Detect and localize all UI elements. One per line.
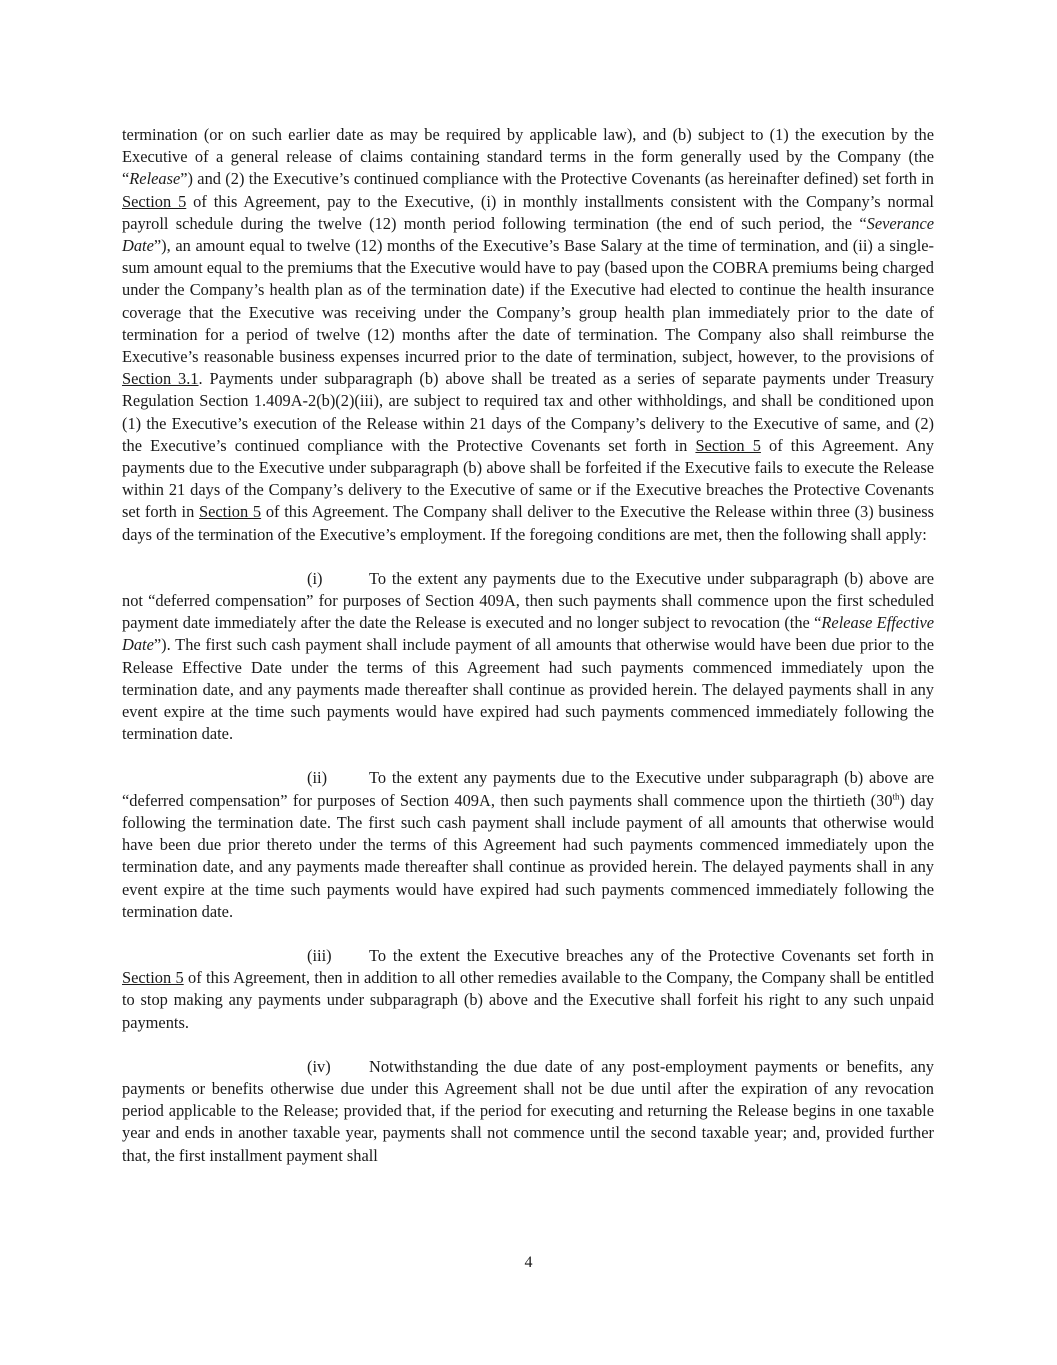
- section-reference: Section 5: [122, 191, 187, 211]
- intro-text-6: of this Agreement. Any payments due to the Executive under subparagraph (b) above shall be forfeited if the Executive fails to execute the Release within 21 days of the Company’s delivery to the Executive of same or if the Executive breaches the Protective Covenants set forth in: [122, 435, 934, 522]
- document-body: [122, 124, 934, 1167]
- intro-text-2: ”) and (2) the Executive’s continued compliance with the Protective Covenants (as hereinafter defined) set forth in: [180, 169, 934, 189]
- subparagraph-i: [122, 568, 934, 746]
- section-reference: Section 5: [122, 968, 184, 988]
- subparagraph-text: To the extent any payments due to the Executive under subparagraph (b) above are “deferred compensation” for purposes of Section 409A, then such payments shall commence upon the thirtieth (30: [122, 768, 934, 810]
- subparagraph-text: To the extent any payments due to the Executive under subparagraph (b) above are not “deferred compensation” for purposes of Section 409A, then such payments shall commence upon the first scheduled payment date immediately after the date the Release is executed and no longer subject to revocation (the “: [122, 568, 934, 633]
- subparagraph-ii: [122, 767, 934, 922]
- subparagraph-number: (iv): [307, 1056, 331, 1076]
- intro-text-3: of this Agreement, pay to the Executive, (i) in monthly installments consistent with the Company’s normal payroll schedule during the twelve (12) month period following termination (the end of such period, the “: [122, 191, 934, 233]
- page-number: 4: [524, 1254, 533, 1271]
- ordinal-superscript: th: [892, 791, 900, 802]
- subparagraph-number: (ii): [307, 768, 328, 788]
- subparagraph-text: Notwithstanding the due date of any post-employment payments or benefits, any payments or benefits otherwise due under this Agreement shall not be due until after the expiration of any revocation period applicable to the Release; provided that, if the period for executing and returning the Release begins in one taxable year and ends in another taxable year, payments shall not commence until the second taxable year; and, provided further that, the first installment payment shall: [122, 1056, 934, 1165]
- subparagraph-text: of this Agreement, then in addition to all other remedies available to the Company, the Company shall be entitled to stop making any payments under subparagraph (b) above and the Executive shall forfeit his right to any such unpaid payments.: [122, 968, 934, 1032]
- subparagraph-number: (iii): [307, 945, 332, 965]
- intro-text-1: termination (or on such earlier date as may be required by applicable law), and (b) subject to (1) the execution by the Executive of a general release of claims containing standard terms in the form generally used by the Company (the “: [122, 125, 934, 189]
- section-reference: Section 5: [199, 502, 262, 522]
- section-reference: Section 3.1: [122, 369, 199, 389]
- subparagraph-text: ) day following the termination date. The first such cash payment shall include payment of all amounts that otherwise would have been due prior thereto under the terms of this Agreement had such payments commenced immediately upon the termination date, and any payments made thereafter shall continue as provided herein. The delayed payments shall in any event expire at the time such payments would have expired had such payments commenced immediately following the termination date.: [122, 790, 934, 921]
- intro-text-7: of this Agreement. The Company shall deliver to the Executive the Release within three (3) business days of the termination of the Executive’s employment. If the foregoing conditions are met, then the following shall apply:: [122, 502, 934, 544]
- section-reference: Section 5: [695, 435, 761, 455]
- defined-term-release-effective-date: Release Effective Date: [122, 613, 935, 655]
- intro-text-4: ”), an amount equal to twelve (12) months of the Executive’s Base Salary at the time of termination, and (ii) a single-sum amount equal to the premiums that the Executive would have to pay (based upon the COBRA premiums being charged under the Company’s health plan as of the termination date) if the Executive had elected to continue the health insurance coverage that the Executive was receiving under the Company’s group health plan immediately prior to the date of termination for a period of twelve (12) months after the date of termination. The Company also shall reimburse the Executive’s reasonable business expenses incurred prior to the date of termination, subject, however, to the provisions of: [122, 236, 934, 367]
- subparagraph-iii: [122, 945, 934, 1034]
- subparagraph-iv: [122, 1056, 934, 1167]
- defined-term-release: Release: [129, 169, 181, 189]
- subparagraph-number: (i): [307, 568, 323, 588]
- defined-term-severance-date: Severance Date: [122, 213, 934, 256]
- intro-text-5: . Payments under subparagraph (b) above shall be treated as a series of separate payments under Treasury Regulation Section 1.409A-2(b)(2)(iii), are subject to required tax and other withholdings, and shall be conditioned upon (1) the Executive’s execution of the Release within 21 days of the Company’s delivery to the Executive of same, and (2) the Executive’s continued compliance with the Protective Covenants set forth in: [122, 369, 935, 455]
- subparagraph-text: To the extent the Executive breaches any of the Protective Covenants set forth in: [369, 945, 934, 965]
- subparagraph-text: ”). The first such cash payment shall include payment of all amounts that otherwise would have been due prior to the Release Effective Date under the terms of this Agreement had such payments commenced immediately upon the termination date, and any payments made thereafter shall continue as provided herein. The delayed payments shall in any event expire at the time such payments would have expired had such payments commenced immediately following the termination date.: [122, 635, 934, 744]
- intro-paragraph: [122, 124, 934, 546]
